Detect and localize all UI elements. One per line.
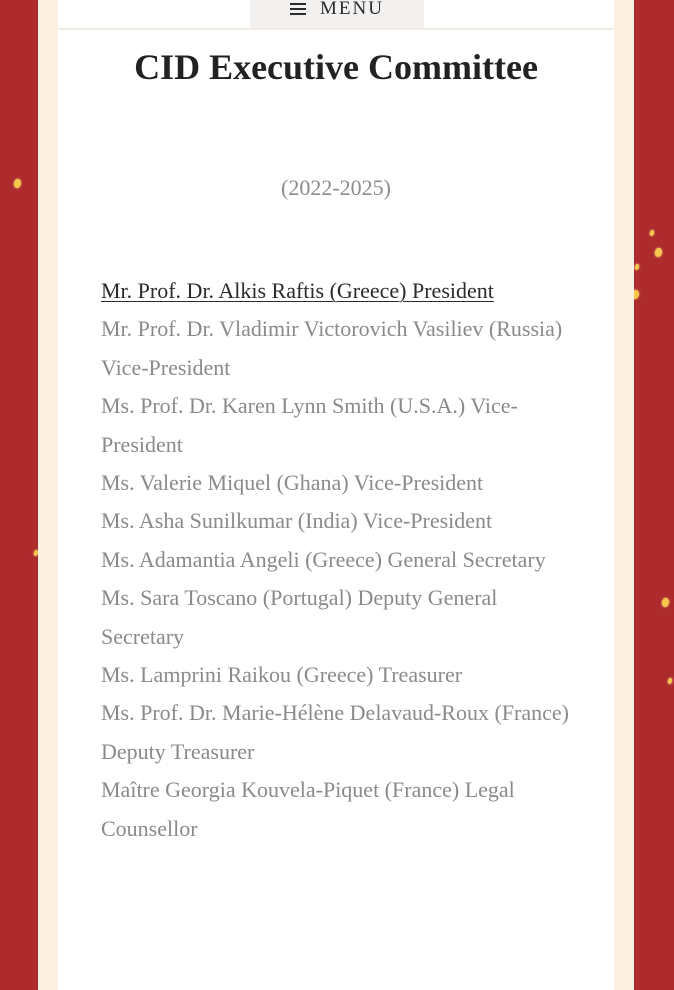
member-entry: Mr. Prof. Dr. Vladimir Victorovich Vasiliev (Russia) Vice-President <box>101 316 563 380</box>
member-entry: Ms. Adamantia Angeli (Greece) General Secretary <box>101 546 546 572</box>
page-title: CID Executive Committee <box>134 47 538 87</box>
sparkle-decoration <box>634 263 640 270</box>
member-entry: Ms. Sara Toscano (Portugal) Deputy General Secretary <box>101 585 498 649</box>
page-frame <box>38 0 634 990</box>
committee-member-list <box>101 272 571 848</box>
sparkle-decoration <box>660 597 670 608</box>
sparkle-decoration <box>12 178 22 189</box>
menu-button[interactable] <box>250 0 424 28</box>
hamburger-menu-icon <box>290 3 306 15</box>
member-president-link[interactable]: Mr. Prof. Dr. Alkis Raftis (Greece) President <box>101 278 494 303</box>
member-entry: Ms. Valerie Miquel (Ghana) Vice-President <box>101 470 484 496</box>
member-entry: Maître Georgia Kouvela-Piquet (France) Legal Counsellor <box>101 777 515 841</box>
member-entry: Ms. Prof. Dr. Marie-Hélène Delavaud-Roux (France) Deputy Treasurer <box>101 700 569 764</box>
sparkle-decoration <box>649 229 655 236</box>
top-navigation <box>58 0 614 30</box>
member-entry: Ms. Asha Sunilkumar (India) Vice-President <box>101 508 493 534</box>
member-entry: Ms. Lamprini Raikou (Greece) Treasurer <box>101 662 463 688</box>
sparkle-decoration <box>653 247 663 258</box>
member-president[interactable] <box>101 272 571 310</box>
sparkle-decoration <box>667 677 673 684</box>
content-card <box>58 0 614 990</box>
menu-label: MENU <box>320 0 384 19</box>
member-entry: Ms. Prof. Dr. Karen Lynn Smith (U.S.A.) Vice-President <box>101 393 518 457</box>
committee-term: (2022-2025) <box>281 175 391 200</box>
